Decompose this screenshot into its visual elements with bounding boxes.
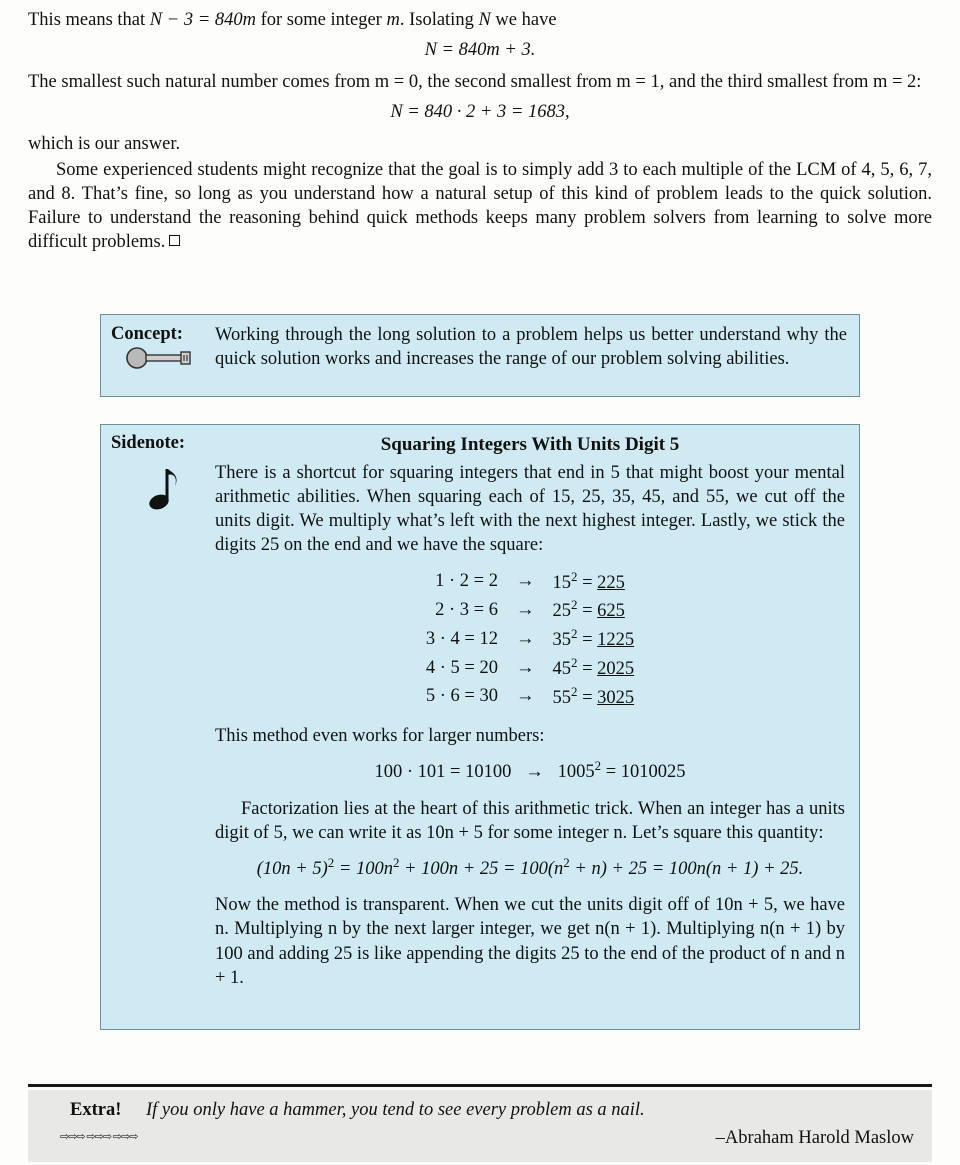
table-row (422, 596, 638, 625)
p1-fragment-c: . Isolating (399, 10, 479, 30)
concept-box (100, 314, 860, 397)
qed-square-icon (169, 235, 180, 246)
row-3-rhs (548, 654, 638, 683)
concept-text: Working through the long solution to a problem helps us better understand why the quick solution works and increases the range of our problem solving abilities. (215, 325, 847, 369)
row-2-lhs: 3 · 4 = 12 (425, 628, 498, 649)
main-text-column (28, 8, 932, 256)
paragraph-experienced-students (28, 158, 932, 254)
paragraph-isolating-n (28, 8, 932, 32)
extra-quote: If you only have a hammer, you tend to see every problem as a nail. (146, 1100, 645, 1120)
eq-expand-exp: 2 (327, 854, 335, 870)
row-4-eq: = (577, 687, 598, 708)
table-row (422, 625, 638, 654)
row-3-lhs: 4 · 5 = 20 (425, 657, 498, 678)
row-1-lhs: 2 · 3 = 6 (435, 599, 498, 620)
row-4-base: 55 (552, 687, 571, 708)
concept-label-column (111, 324, 215, 374)
sidenote-box (100, 424, 860, 1030)
row-2-eq: = (577, 630, 598, 651)
eq-expand-mid2: + 100n + 25 = 100(n (399, 858, 564, 879)
eq-large-arrow: → (525, 761, 544, 782)
row-0-exp: 2 (570, 568, 578, 584)
p1-var-n: N (478, 10, 491, 30)
sidenote-paragraph-factorization: Factorization lies at the heart of this arithmetic trick. When an integer has a units digit of 5, we can write it as 10n + 5 for some integer n. Let’s square this quantity: (215, 798, 845, 843)
p1-math: N − 3 = 840m (149, 10, 256, 30)
arrow-decoration-icon: ⇨⇨⇨ ⇨⇨⇨ ⇨⇨⇨ (60, 1131, 138, 1143)
eq-expand-exp3: 2 (563, 854, 570, 870)
table-row (422, 568, 638, 597)
equation-n-840m-3: N = 840m + 3. (424, 40, 536, 61)
footer-rule (28, 1084, 932, 1087)
squaring-products-table (422, 568, 638, 712)
row-4-result: 3025 (597, 687, 635, 708)
extra-label: Extra! (70, 1100, 122, 1120)
row-1-eq: = (577, 601, 598, 622)
sidenote-content (215, 433, 845, 990)
equation-expansion (215, 855, 845, 882)
sidenote-label: Sidenote: (111, 433, 185, 453)
equation-n-1683: N = 840 · 2 + 3 = 1683, (390, 102, 570, 123)
eq-large-rhs: = 1010025 (601, 761, 686, 782)
sidenote-paragraph-1: There is a shortcut for squaring integers that end in 5 that might boost your mental arithmetic abilities. When squaring each of 15, 25, 35, 45, and 55, we cut off the units digit. We multiply what’s left with the next highest integer. Lastly, we stick the digits 25 on the end and we have the square: (215, 463, 845, 556)
p1-fragment-b: for some integer (255, 10, 387, 30)
row-0-arrow: → (515, 571, 535, 592)
row-0-lhs: 1 · 2 = 2 (435, 571, 498, 592)
sidenote-paragraph-larger-numbers: This method even works for larger numbers: (215, 725, 545, 746)
row-4-exp: 2 (570, 683, 578, 699)
p1-fragment-d: we have (490, 10, 557, 30)
extra-footer (28, 1090, 932, 1162)
sidenote-title: Squaring Integers With Units Digit 5 (380, 434, 680, 455)
row-1-exp: 2 (570, 597, 578, 613)
row-1-arrow: → (515, 599, 535, 620)
paragraph-our-answer: which is our answer. (28, 134, 181, 155)
row-2-arrow: → (515, 628, 535, 649)
p1-fragment-a: This means that (28, 10, 150, 30)
eq-expand-mid1: = 100n (334, 858, 393, 879)
equation-1005-squared (215, 758, 845, 785)
eq-large-lhs: 100 · 101 = 10100 (374, 761, 512, 782)
eq-large-base: 1005 (557, 761, 595, 782)
row-0-rhs (548, 568, 638, 597)
row-2-result: 1225 (597, 630, 635, 651)
concept-label: Concept: (111, 324, 183, 344)
eq-expand-end: + n) + 25 = 100n(n + 1) + 25. (569, 858, 804, 879)
paragraph-smallest-numbers: The smallest such natural number comes from m = 0, the second smallest from m = 1, and the third smallest from m = 2: (28, 72, 922, 93)
eq-large-exp: 2 (594, 757, 602, 773)
row-2-base: 35 (552, 630, 571, 651)
row-3-eq: = (577, 659, 598, 680)
row-2-rhs (548, 625, 638, 654)
row-1-rhs (548, 596, 638, 625)
sidenote-label-column (111, 433, 215, 990)
row-1-result: 625 (597, 601, 625, 622)
extra-attribution: –Abraham Harold Maslow (715, 1128, 914, 1148)
table-row (422, 683, 638, 712)
row-3-exp: 2 (570, 654, 578, 670)
row-3-result: 2025 (597, 659, 635, 680)
row-1-base: 25 (552, 601, 571, 622)
row-0-base: 15 (552, 572, 571, 593)
eq-expand-exp2: 2 (392, 854, 400, 870)
row-3-arrow: → (515, 657, 535, 678)
row-2-exp: 2 (570, 626, 578, 642)
row-3-base: 45 (552, 659, 571, 680)
key-icon (123, 347, 215, 374)
paragraph-experienced-students-text: Some experienced students might recognize that the goal is to simply add 3 to each multiple of the LCM of 4, 5, 6, 7, and 8. That’s fine, so long as you understand how a natural setup of this kind of problem leads to the quick solution. Failure to understand the reasoning behind quick methods keeps many problem solvers from learning to solve more difficult problems. (28, 160, 932, 253)
row-4-lhs: 5 · 6 = 30 (425, 686, 498, 707)
row-0-eq: = (577, 572, 598, 593)
row-4-rhs (548, 683, 638, 712)
sidenote-paragraph-transparent: Now the method is transparent. When we cut the units digit off of 10n + 5, we have n. Multiplying n by the next larger integer, we get n(n + 1). Multiplying n(n + 1) by 100 and adding 25 is like appending the digits 25 to the end of the product of n and n + 1. (215, 895, 845, 988)
music-note-icon (145, 462, 215, 521)
row-4-arrow: → (515, 686, 535, 707)
eq-expand-lhs: (10n + 5) (256, 858, 328, 879)
row-0-result: 225 (597, 572, 625, 593)
table-row (422, 654, 638, 683)
p1-var-m: m (386, 10, 400, 30)
